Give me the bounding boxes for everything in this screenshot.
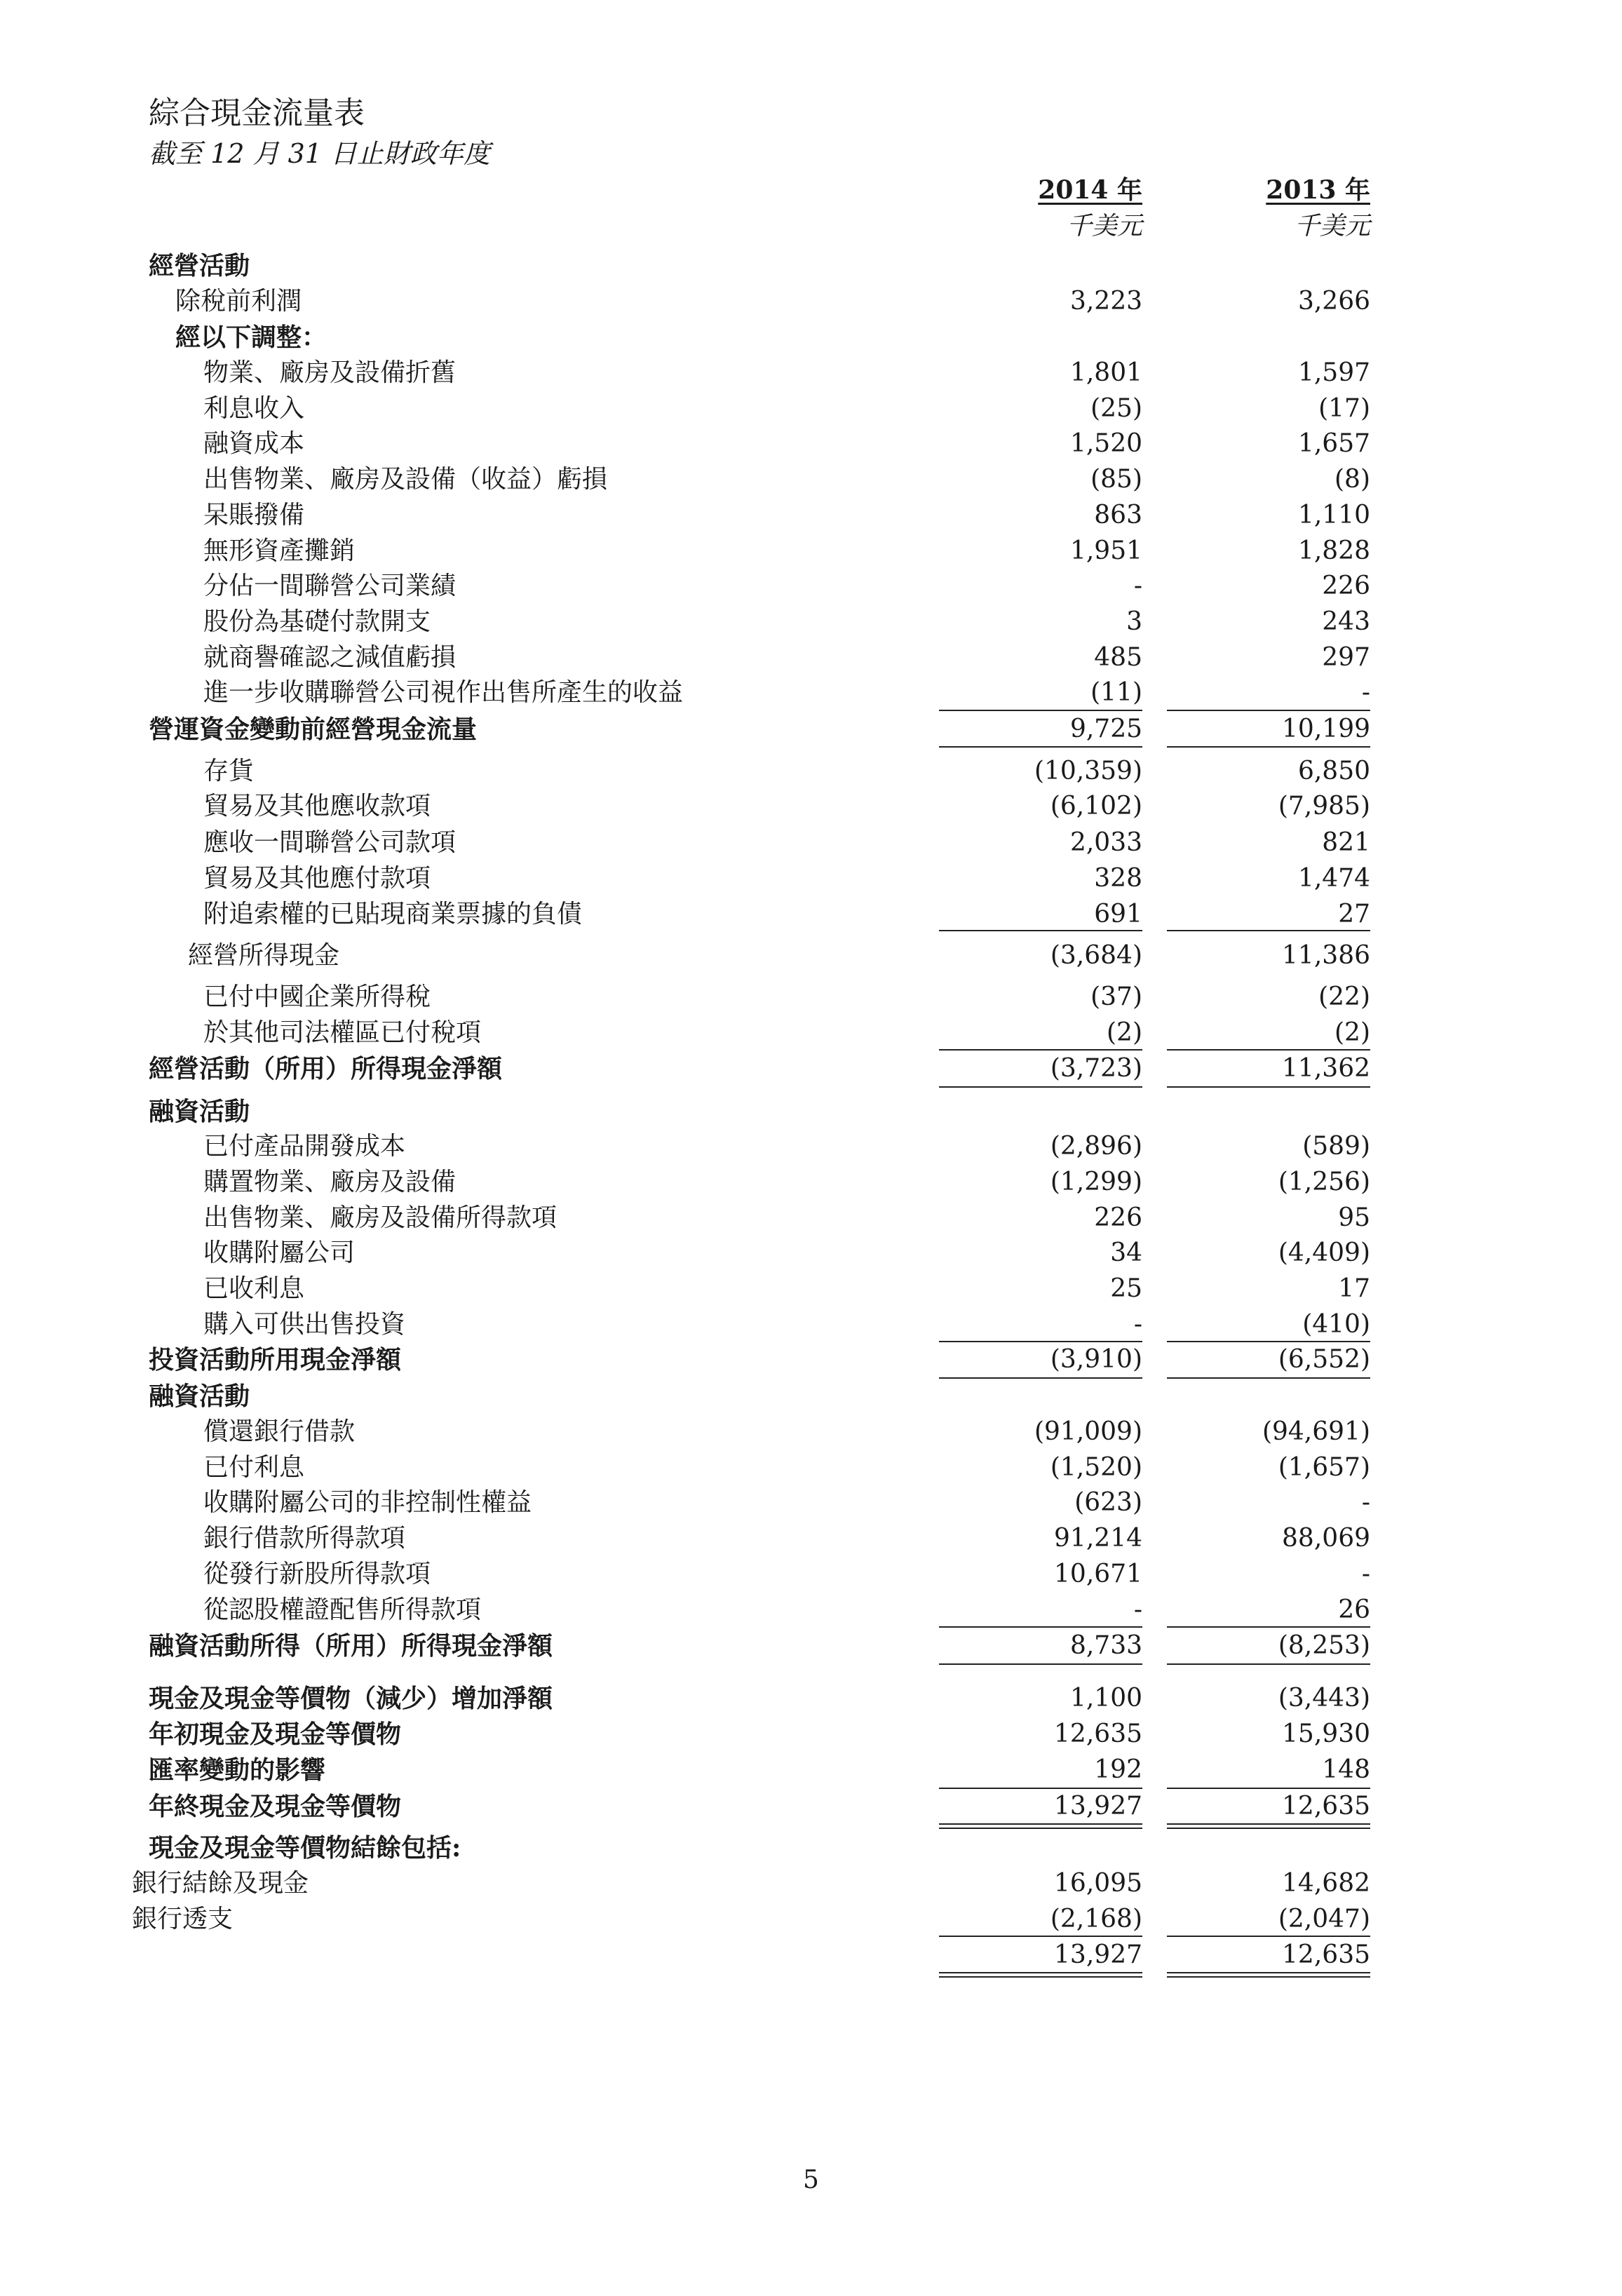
table-row — [0, 1165, 1622, 1200]
value-2013: (1,256) — [1278, 1168, 1370, 1196]
table-row — [0, 1129, 1622, 1164]
value-2014: - — [1133, 1595, 1142, 1624]
value-2014: (623) — [1074, 1488, 1142, 1517]
row-label: 出售物業、廠房及設備所得款項 — [203, 1203, 557, 1232]
single-rule — [1167, 1049, 1370, 1051]
value-2014: 863 — [1094, 501, 1142, 529]
row-label: 現金及現金等價物（減少）增加淨額 — [149, 1684, 553, 1713]
value-2014: (2,896) — [1050, 1132, 1142, 1161]
value-2013: 12,635 — [1282, 1792, 1370, 1821]
row-label: 已付產品開發成本 — [203, 1132, 406, 1161]
value-2014: 3 — [1126, 607, 1142, 636]
value-2014: 1,801 — [1069, 358, 1142, 387]
value-2013: (3,443) — [1278, 1684, 1370, 1713]
single-rule — [1167, 1788, 1370, 1789]
value-2014: 8,733 — [1069, 1631, 1142, 1660]
row-label: 進一步收購聯營公司視作出售所產生的收益 — [203, 678, 684, 707]
value-2014: (85) — [1090, 465, 1142, 494]
row-label: 融資成本 — [203, 429, 305, 458]
row-label: 經營所得現金 — [188, 941, 340, 970]
value-2013: - — [1361, 1560, 1370, 1588]
single-rule — [1167, 746, 1370, 748]
table-row — [0, 1557, 1622, 1592]
single-rule — [939, 1049, 1142, 1051]
table-row — [0, 1414, 1622, 1450]
value-2013: 1,110 — [1297, 501, 1370, 529]
value-2013: 10,199 — [1282, 715, 1370, 743]
value-2014: (3,684) — [1050, 941, 1142, 970]
table-row — [0, 861, 1622, 896]
value-2013: 148 — [1322, 1755, 1370, 1784]
double-rule — [939, 1976, 1142, 1978]
value-2014: - — [1133, 1310, 1142, 1339]
row-label: 物業、廠房及設備折舊 — [203, 358, 457, 387]
single-rule — [1167, 1377, 1370, 1379]
table-row — [0, 356, 1622, 391]
value-2013: 88,069 — [1282, 1524, 1370, 1553]
table-row — [0, 1753, 1622, 1788]
table-row — [0, 1236, 1622, 1271]
value-2013: - — [1361, 1488, 1370, 1517]
row-label: 已付利息 — [203, 1453, 305, 1482]
value-2013: (1,657) — [1278, 1453, 1370, 1482]
table-row — [0, 1094, 1622, 1129]
row-label: 存貨 — [203, 757, 255, 785]
table-row — [0, 1307, 1622, 1342]
table-row — [0, 1379, 1622, 1414]
value-2013: 17 — [1338, 1274, 1370, 1303]
single-rule — [1167, 1936, 1370, 1937]
value-2014: (91,009) — [1034, 1417, 1142, 1446]
double-rule — [939, 1823, 1142, 1825]
value-2013: 26 — [1338, 1595, 1370, 1624]
value-2013: 243 — [1322, 607, 1370, 636]
double-rule — [1167, 1976, 1370, 1978]
row-label: 現金及現金等價物結餘包括: — [149, 1833, 461, 1863]
value-2013: 1,657 — [1297, 429, 1370, 458]
double-rule — [1167, 1828, 1370, 1829]
row-label: 利息收入 — [203, 394, 305, 423]
page-number: 5 — [803, 2166, 819, 2194]
column-year-2014: 2014 年 — [1038, 175, 1142, 205]
row-label: 銀行結餘及現金 — [132, 1869, 309, 1898]
table-row — [0, 1051, 1622, 1086]
table-row — [0, 1681, 1622, 1716]
table-row — [0, 754, 1622, 789]
value-2014: (1,520) — [1050, 1453, 1142, 1482]
table-row — [0, 1450, 1622, 1485]
value-2014: (37) — [1090, 982, 1142, 1011]
single-rule — [939, 1377, 1142, 1379]
table-row — [0, 640, 1622, 675]
value-2013: 12,635 — [1282, 1940, 1370, 1969]
value-2014: 91,214 — [1054, 1524, 1142, 1553]
value-2014: 13,927 — [1054, 1940, 1142, 1969]
row-label: 就商譽確認之減值虧損 — [203, 643, 457, 672]
table-row — [0, 391, 1622, 426]
table-row — [0, 462, 1622, 497]
value-2014: 34 — [1110, 1238, 1142, 1267]
table-row — [0, 1521, 1622, 1556]
row-label: 營運資金變動前經營現金流量 — [149, 715, 478, 744]
row-label: 已付中國企業所得稅 — [203, 982, 431, 1011]
value-2014: (1,299) — [1050, 1168, 1142, 1196]
double-rule — [1167, 1972, 1370, 1973]
table-row — [0, 498, 1622, 533]
value-2013: (94,691) — [1262, 1417, 1370, 1446]
row-label: 應收一間聯營公司款項 — [203, 828, 457, 857]
double-rule — [939, 1972, 1142, 1973]
row-label: 貿易及其他應付款項 — [203, 864, 431, 893]
value-2014: 12,635 — [1054, 1720, 1142, 1748]
row-label: 銀行借款所得款項 — [203, 1524, 406, 1553]
value-2013: (2,047) — [1278, 1905, 1370, 1933]
value-2014: 16,095 — [1054, 1869, 1142, 1898]
value-2013: 821 — [1322, 828, 1370, 857]
table-row — [0, 426, 1622, 461]
value-2013: 6,850 — [1297, 757, 1370, 785]
table-row — [0, 712, 1622, 747]
row-label: 匯率變動的影響 — [149, 1755, 326, 1785]
table-row — [0, 1830, 1622, 1865]
value-2014: 1,520 — [1069, 429, 1142, 458]
value-2013: 1,474 — [1297, 864, 1370, 893]
double-rule — [939, 1828, 1142, 1829]
row-label: 從認股權證配售所得款項 — [203, 1595, 482, 1624]
single-rule — [1167, 710, 1370, 711]
table-row — [0, 1015, 1622, 1051]
value-2014: (25) — [1090, 394, 1142, 423]
value-2014: 328 — [1094, 864, 1142, 893]
value-2013: 95 — [1338, 1203, 1370, 1232]
row-label: 年初現金及現金等價物 — [149, 1720, 402, 1749]
table-row — [0, 1201, 1622, 1236]
row-label: 呆賬撥備 — [203, 501, 305, 529]
table-row — [0, 605, 1622, 640]
value-2014: 485 — [1094, 643, 1142, 672]
single-rule — [939, 1936, 1142, 1937]
table-row — [0, 320, 1622, 355]
value-2013: 1,597 — [1297, 358, 1370, 387]
value-2014: 13,927 — [1054, 1792, 1142, 1821]
column-unit-2014: 千美元 — [1066, 212, 1142, 241]
value-2013: 14,682 — [1282, 1869, 1370, 1898]
table-row — [0, 1938, 1622, 1973]
table-row — [0, 825, 1622, 860]
value-2013: 15,930 — [1282, 1720, 1370, 1748]
value-2014: 3,223 — [1069, 287, 1142, 316]
value-2013: 297 — [1322, 643, 1370, 672]
row-label: 附追索權的已貼現商業票據的負債 — [203, 900, 583, 928]
value-2013: (2) — [1334, 1018, 1370, 1047]
row-label: 出售物業、廠房及設備（收益）虧損 — [203, 465, 608, 494]
row-label: 經營活動（所用）所得現金淨額 — [149, 1054, 503, 1083]
value-2014: 2,033 — [1069, 828, 1142, 857]
value-2014: (2,168) — [1050, 1905, 1142, 1933]
value-2013: - — [1361, 678, 1370, 707]
value-2014: 691 — [1094, 900, 1142, 928]
single-rule — [1167, 1341, 1370, 1342]
single-rule — [939, 1086, 1142, 1088]
table-row — [0, 675, 1622, 710]
row-label: 無形資產攤銷 — [203, 536, 356, 565]
table-row — [0, 1789, 1622, 1824]
table-row — [0, 569, 1622, 604]
value-2014: (11) — [1090, 678, 1142, 707]
row-label: 購入可供出售投資 — [203, 1310, 406, 1339]
row-label: 償還銀行借款 — [203, 1417, 356, 1446]
value-2014: 226 — [1094, 1203, 1142, 1232]
single-rule — [939, 710, 1142, 711]
row-label: 購置物業、廠房及設備 — [203, 1168, 457, 1196]
value-2014: (3,910) — [1050, 1345, 1142, 1374]
table-row — [0, 897, 1622, 932]
value-2013: 27 — [1338, 900, 1370, 928]
single-rule — [939, 1626, 1142, 1628]
row-label: 於其他司法權區已付稅項 — [203, 1018, 482, 1047]
value-2013: 11,362 — [1282, 1054, 1370, 1083]
single-rule — [1167, 1663, 1370, 1665]
table-row — [0, 1866, 1622, 1901]
row-label: 融資活動所得（所用）所得現金淨額 — [149, 1631, 553, 1661]
row-label: 投資活動所用現金淨額 — [149, 1345, 402, 1375]
value-2014: 25 — [1110, 1274, 1142, 1303]
table-row — [0, 534, 1622, 569]
table-row — [0, 1902, 1622, 1937]
value-2013: (589) — [1302, 1132, 1370, 1161]
value-2013: (410) — [1302, 1310, 1370, 1339]
double-rule — [1167, 1823, 1370, 1825]
value-2014: (6,102) — [1050, 792, 1142, 821]
row-label: 融資活動 — [149, 1097, 250, 1126]
value-2014: 10,671 — [1054, 1560, 1142, 1588]
column-unit-2013: 千美元 — [1294, 212, 1370, 241]
column-year-2013: 2013 年 — [1266, 175, 1370, 205]
table-row — [0, 1271, 1622, 1306]
single-rule — [939, 1788, 1142, 1789]
value-2014: 1,100 — [1069, 1684, 1142, 1713]
value-2013: 226 — [1322, 572, 1370, 600]
table-row — [0, 1717, 1622, 1752]
row-label: 除稅前利潤 — [175, 287, 302, 316]
value-2013: (8) — [1334, 465, 1370, 494]
single-rule — [1167, 930, 1370, 931]
table-row — [0, 248, 1622, 283]
single-rule — [939, 930, 1142, 931]
value-2014: 1,951 — [1069, 536, 1142, 565]
value-2013: 1,828 — [1297, 536, 1370, 565]
value-2014: (2) — [1107, 1018, 1142, 1047]
statement-title: 綜合現金流量表 — [149, 95, 365, 131]
single-rule — [939, 1663, 1142, 1665]
value-2013: (4,409) — [1278, 1238, 1370, 1267]
row-label: 融資活動 — [149, 1382, 250, 1411]
row-label: 收購附屬公司 — [203, 1238, 356, 1267]
table-row — [0, 284, 1622, 319]
row-label: 銀行透支 — [132, 1905, 234, 1933]
value-2014: (10,359) — [1034, 757, 1142, 785]
row-label: 從發行新股所得款項 — [203, 1560, 431, 1588]
table-row — [0, 1342, 1622, 1377]
row-label: 貿易及其他應收款項 — [203, 792, 431, 821]
row-label: 收購附屬公司的非控制性權益 — [203, 1488, 532, 1517]
table-row — [0, 789, 1622, 824]
value-2014: 9,725 — [1069, 715, 1142, 743]
single-rule — [939, 1341, 1142, 1342]
single-rule — [939, 746, 1142, 748]
row-label: 經以下調整： — [175, 323, 327, 352]
statement-subtitle: 截至 12 月 31 日止財政年度 — [149, 138, 491, 169]
value-2013: (8,253) — [1278, 1631, 1370, 1660]
value-2013: (6,552) — [1278, 1345, 1370, 1374]
value-2013: (17) — [1318, 394, 1370, 423]
table-row — [0, 1593, 1622, 1628]
value-2013: 3,266 — [1297, 287, 1370, 316]
table-row — [0, 1485, 1622, 1520]
row-label: 經營活動 — [149, 251, 250, 281]
value-2013: (7,985) — [1278, 792, 1370, 821]
value-2014: 192 — [1094, 1755, 1142, 1784]
table-row — [0, 1628, 1622, 1663]
value-2014: (3,723) — [1050, 1054, 1142, 1083]
row-label: 分佔一間聯營公司業績 — [203, 572, 457, 600]
single-rule — [1167, 1086, 1370, 1088]
row-label: 年終現金及現金等價物 — [149, 1792, 402, 1821]
value-2013: (22) — [1318, 982, 1370, 1011]
table-row — [0, 938, 1622, 973]
row-label: 股份為基礎付款開支 — [203, 607, 431, 636]
single-rule — [1167, 1626, 1370, 1628]
row-label: 已收利息 — [203, 1274, 305, 1303]
table-row — [0, 980, 1622, 1015]
value-2013: 11,386 — [1282, 941, 1370, 970]
value-2014: - — [1133, 572, 1142, 600]
